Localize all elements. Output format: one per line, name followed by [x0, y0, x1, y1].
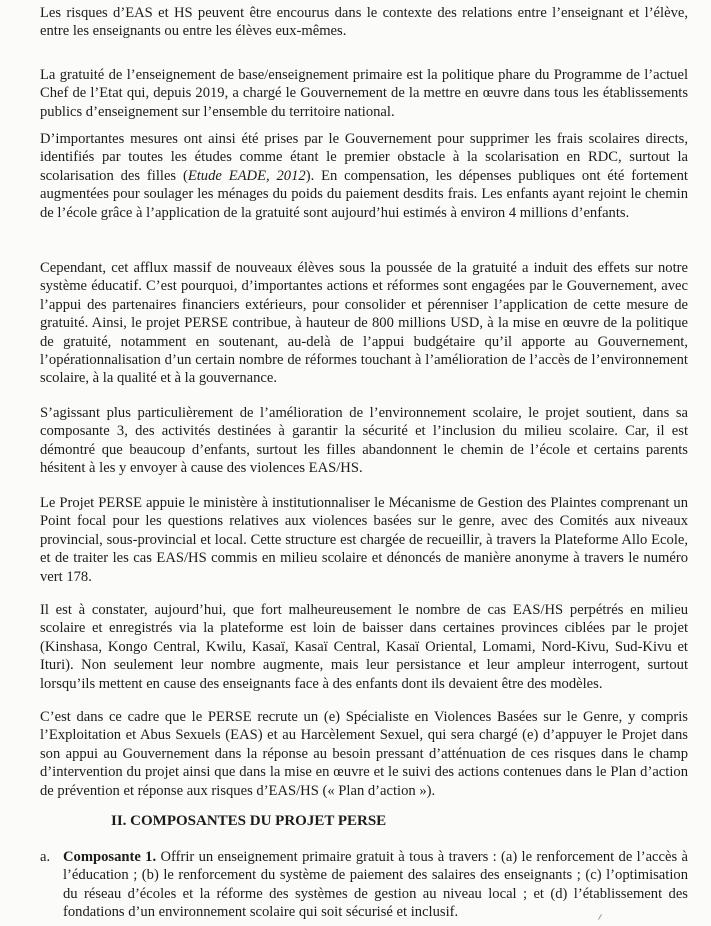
paragraph-government-measures: [40, 130, 688, 222]
section-heading: II. COMPOSANTES DU PROJET PERSE: [111, 813, 387, 829]
paragraph-recruitment: C’est dans ce cadre que le PERSE recrute un (e) Spécialiste en Violences Basées sur le Genre, y compris l’Exploitation et Abus Sexuels (EAS) et au Harcèlement Sexuel, qui sera chargé (e) d’appuyer le Projet dans son appui au Gouvernement dans la réponse au besoin pressant d’atténuation de ces risques dans le champ d’intervention du projet ainsi que dans la mise en œuvre et le suivi des actions contenues dans le Plan d’action de prévention et réponse aux risques d’EAS/HS (« Plan d’action »).: [40, 709, 688, 799]
paragraph-text: D’importantes mesures ont ainsi été prises par le Gouvernement pour supprimer les frais scolaires directs, identifiés par toutes les études comme étant le premier obstacle à la scolarisation en RDC, surtout la scolarisation des filles (: [40, 131, 688, 184]
paragraph-case-statistics: Il est à constater, aujourd’hui, que fort malheureusement le nombre de cas EAS/HS perpétrés en milieu scolaire et enregistrés via la plateforme est loin de baisser dans certaines provinces ciblées par le projet (Kinshasa, Kongo Central, Kwilu, Kasaï, Kasaï Central, Kasaï Oriental, Lomami, Nord-Kivu, Sud-Kivu et Ituri). Non seulement leur nombre augmente, mais leur persistance et leur ampleur interrogent, surtout lorsqu’ils mettent en cause des enseignants face à des enfants dont ils devaient être des modèles.: [40, 602, 688, 692]
list-marker: a.: [40, 849, 51, 865]
list-item-component-1: [40, 848, 688, 922]
citation: Etude EADE, 2012: [187, 167, 306, 184]
paragraph-perse-contribution: Cependant, cet afflux massif de nouveaux élèves sous la poussée de la gratuité a induit des effets sur notre système éducatif. C’est pourquoi, d’importantes actions et réformes sont engagées par le Gouvernement, avec l’appui des partenaires financiers extérieurs, pour consolider et pérenniser l’application de cette mesure de gratuité. Ainsi, le projet PERSE contribue, à hauteur de 800 millions USD, à la mise en œuvre de la politique de gratuité, notamment en soutenant, au-delà de l’appui budgétaire qu’il apporte au Gouvernement, l’opérationnalisation d’un certain nombre de réformes touchant à l’amélioration de l’accès de l’environnement scolaire, à la qualité et à la gouvernance.: [40, 260, 688, 387]
paragraph-school-environment: S’agissant plus particulièrement de l’amélioration de l’environnement scolaire, le projet soutient, dans sa composante 3, des activités destinées à garantir la sécurité et l’inclusion du milieu scolaire. Car, il est démontré que beaucoup d’enfants, surtout les filles abandonnent le chemin de l’école et certains parents hésitent à les y envoyer à cause des violences EAS/HS.: [40, 405, 688, 477]
paragraph-complaint-mechanism: Le Projet PERSE appuie le ministère à institutionnaliser le Mécanisme de Gestion des Plaintes comprenant un Point focal pour les questions relatives aux violences basées sur le genre, avec des Comités aux niveaux provincial, sous-provincial et local. Cette structure est chargée de recueillir, à travers la Plateforme Allo Ecole, et de traiter les cas EAS/HS commis en milieu scolaire et dénoncés de manière anonyme à travers le numéro vert 178.: [40, 495, 688, 585]
paragraph-eas-hs-risks: Les risques d’EAS et HS peuvent être encourus dans le contexte des relations entre l’enseignant et l’élève, entre les enseignants ou entre les élèves eux-mêmes.: [40, 5, 688, 40]
paragraph-free-education-policy: La gratuité de l’enseignement de base/enseignement primaire est la politique phare du Programme de l’actuel Chef de l’Etat qui, depuis 2019, a chargé le Gouvernement de la mettre en œuvre dans tous les établissements publics d’enseignement sur l’ensemble du territoire national.: [40, 67, 688, 120]
paragraph-text: ). En compensation, les dépenses publiques ont été fortement augmentées pour soulager les ménages du poids du paiement desdits frais. Les enfants ayant rejoint le chemin de l’école grâce à l’application de la gratuité sont aujourd’hui estimés à environ 4 millions d’enfants.: [40, 167, 688, 221]
component-text: Offrir un enseignement primaire gratuit à tous à travers : (a) le renforcement de l’accès à l’éducation ; (b) le renforcement du système de paiement des salaires des enseignants ; (c) l’optimisation du réseau d’écoles et la réforme des systèmes de gestion au niveau local ; et (d) l’établissement des fondations d’un environnement scolaire qui soit sécurisé et inclusif.: [63, 849, 688, 921]
component-title: Composante 1.: [63, 849, 157, 865]
